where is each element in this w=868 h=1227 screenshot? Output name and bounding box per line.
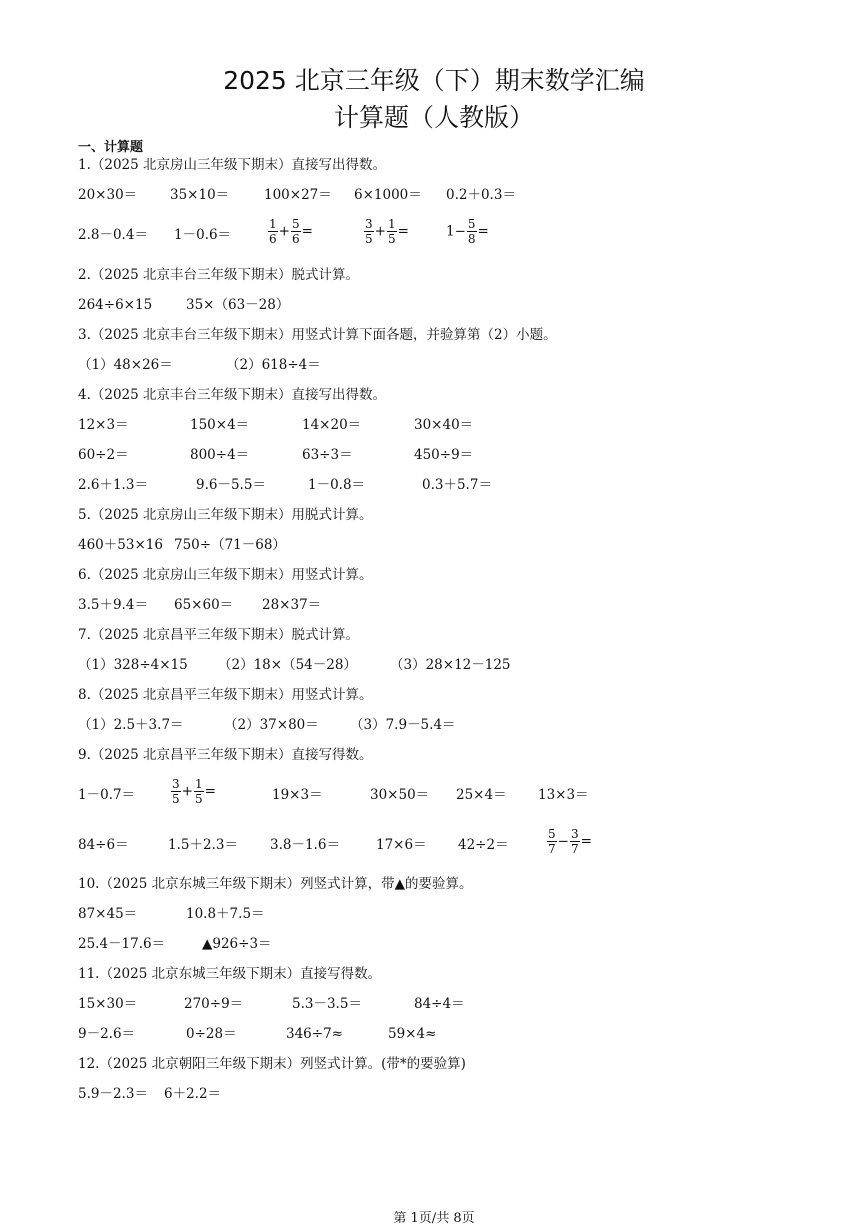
q6-item: 65×60＝ — [174, 597, 234, 613]
page-footer: 第 1页/共 8页 — [393, 1211, 475, 1226]
q4-item: 9.6－5.5＝ — [196, 477, 266, 493]
q9-item: 17×6＝ — [376, 837, 427, 853]
q11-item: 0÷28＝ — [186, 1026, 237, 1042]
q5-item: 460＋53×16 — [78, 537, 163, 553]
q1-item: 20×30＝ — [78, 187, 138, 203]
question-9: 9.（2025 北京昌平三年级下期末）直接写得数。 — [78, 747, 373, 763]
question-6: 6.（2025 北京房山三年级下期末）用竖式计算。 — [78, 567, 373, 583]
q10-item: ▲926÷3＝ — [202, 936, 272, 952]
q11-item: 9－2.6＝ — [78, 1026, 136, 1042]
q4-item: 63÷3＝ — [302, 447, 353, 463]
section-heading: 一、计算题 — [78, 140, 144, 155]
q1-fraction-sum-a: $\frac{1}{6}$ + $\frac{5}{6}$ = — [269, 217, 313, 246]
q1-item: 1－0.6＝ — [174, 227, 232, 243]
q7-item: （3）28×12－125 — [390, 657, 511, 673]
q4-item: 30×40＝ — [414, 417, 474, 433]
q1-item: 100×27＝ — [264, 187, 332, 203]
q12-item: 6＋2.2＝ — [164, 1086, 222, 1102]
question-4: 4.（2025 北京丰台三年级下期末）直接写出得数。 — [78, 387, 387, 403]
q4-item: 450÷9＝ — [414, 447, 474, 463]
q2-item: 35×（63－28） — [186, 297, 290, 313]
q1-item: 2.8－0.4＝ — [78, 227, 148, 243]
q4-item: 0.3＋5.7＝ — [422, 477, 492, 493]
q9-item: 42÷2＝ — [458, 837, 509, 853]
q10-item: 25.4－17.6＝ — [78, 936, 166, 952]
q5-item: 750÷（71－68） — [174, 537, 286, 553]
q9-item: 84÷6＝ — [78, 837, 129, 853]
q4-item: 150×4＝ — [190, 417, 250, 433]
q1-item: 35×10＝ — [170, 187, 230, 203]
q4-item: 1－0.8＝ — [308, 477, 366, 493]
q8-item: （3）7.9－5.4＝ — [350, 717, 456, 733]
q8-item: （2）37×80＝ — [224, 717, 319, 733]
question-10: 10.（2025 北京东城三年级下期末）列竖式计算，带▲的要验算。 — [78, 876, 473, 892]
q2-item: 264÷6×15 — [78, 297, 153, 313]
q12-item: 5.9－2.3＝ — [78, 1086, 148, 1102]
q9-fraction-sum: $\frac{3}{5}$ + $\frac{1}{5}$ = — [172, 777, 216, 806]
page-title: 2025 北京三年级（下）期末数学汇编 — [223, 66, 645, 95]
q3-item: （1）48×26＝ — [78, 357, 173, 373]
q9-item: 3.8－1.6＝ — [270, 837, 340, 853]
question-2: 2.（2025 北京丰台三年级下期末）脱式计算。 — [78, 267, 360, 283]
q9-item: 25×4＝ — [456, 787, 507, 803]
q6-item: 3.5＋9.4＝ — [78, 597, 148, 613]
q4-item: 14×20＝ — [302, 417, 362, 433]
q7-item: （1）328÷4×15 — [78, 657, 188, 673]
question-3: 3.（2025 北京丰台三年级下期末）用竖式计算下面各题，并验算第（2）小题。 — [78, 327, 557, 343]
q9-item: 1－0.7＝ — [78, 787, 136, 803]
q9-item: 19×3＝ — [272, 787, 323, 803]
q1-fraction-sum-b: $\frac{3}{5}$ + $\frac{1}{5}$ = — [365, 217, 409, 246]
q8-item: （1）2.5＋3.7＝ — [78, 717, 184, 733]
q4-item: 2.6＋1.3＝ — [78, 477, 148, 493]
question-5: 5.（2025 北京房山三年级下期末）用脱式计算。 — [78, 507, 373, 523]
question-1: 1.（2025 北京房山三年级下期末）直接写出得数。 — [78, 157, 387, 173]
q7-item: （2）18×（54－28） — [218, 657, 357, 673]
q1-fraction-diff-c: 1− $\frac{5}{8}$ = — [446, 217, 489, 246]
q11-item: 346÷7≈ — [286, 1026, 343, 1042]
q6-item: 28×37＝ — [262, 597, 322, 613]
q1-item: 0.2＋0.3＝ — [446, 187, 516, 203]
q9-item: 13×3＝ — [538, 787, 589, 803]
q11-item: 15×30＝ — [78, 996, 138, 1012]
question-11: 11.（2025 北京东城三年级下期末）直接写得数。 — [78, 966, 382, 982]
page-subtitle: 计算题（人教版） — [333, 103, 534, 132]
question-8: 8.（2025 北京昌平三年级下期末）用竖式计算。 — [78, 687, 373, 703]
question-12: 12.（2025 北京朝阳三年级下期末）列竖式计算。(带*的要验算) — [78, 1056, 466, 1072]
q11-item: 270÷9＝ — [184, 996, 244, 1012]
q4-item: 60÷2＝ — [78, 447, 129, 463]
q11-item: 5.3－3.5＝ — [292, 996, 362, 1012]
q9-fraction-diff: $\frac{5}{7}$ − $\frac{3}{7}$ = — [548, 827, 592, 856]
q10-item: 10.8＋7.5＝ — [186, 906, 265, 922]
q9-item: 30×50＝ — [370, 787, 430, 803]
q10-item: 87×45＝ — [78, 906, 138, 922]
q4-item: 12×3＝ — [78, 417, 129, 433]
question-7: 7.（2025 北京昌平三年级下期末）脱式计算。 — [78, 627, 360, 643]
q4-item: 800÷4＝ — [190, 447, 250, 463]
q11-item: 84÷4＝ — [414, 996, 465, 1012]
q9-item: 1.5＋2.3＝ — [168, 837, 238, 853]
q11-item: 59×4≈ — [388, 1026, 437, 1042]
q3-item: （2）618÷4＝ — [226, 357, 321, 373]
q1-item: 6×1000＝ — [354, 187, 422, 203]
